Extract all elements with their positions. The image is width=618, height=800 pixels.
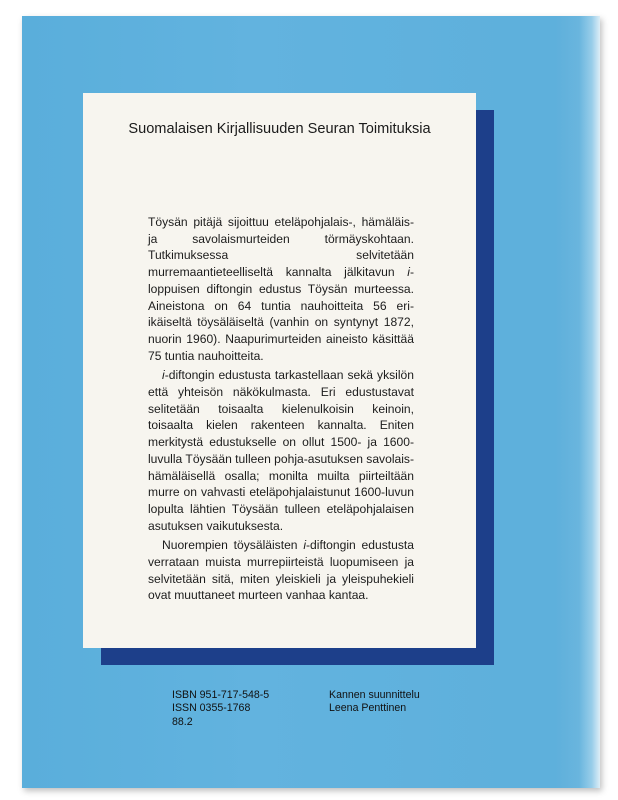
cover-design-credit — [329, 689, 420, 716]
isbn: ISBN 951-717-548-5 — [172, 689, 270, 701]
issn: ISSN 0355-1768 — [172, 702, 251, 715]
designer-name: Leena Penttinen — [329, 702, 407, 715]
abstract-paragraph-1: Töysän pitäjä sijoittuu eteläpohjalais-, hämäläis- ja savolaismurteiden törmäyskohtaan. Tutkimuksessa selvitetään murremaantieteelliseltä kannalta jälkitavun i-loppuisen diftongin edustus Töysän murteessa. Aineistona on 64 tuntia nauhoitteita 56 eri-ikäiseltä töysäläiseltä (vanhin on syntynyt 1872, nuorin 1960). Naapurimurteiden aineisto käsittää 75 tuntia nauhoitteita. — [148, 215, 414, 363]
abstract-paragraph-3: Nuorempien töysäläisten i-diftongin edustusta verrataan muista murrepiirteistä luopumiseen ja selvitetään sitä, miten yleiskieli ja yleispuhekieli ovat muuttaneet murteen vanhaa kantaa. — [148, 538, 414, 603]
cover-edge-highlight — [554, 16, 600, 788]
edition-code: 88.2 — [172, 715, 193, 728]
abstract-text — [148, 214, 414, 607]
publication-identifiers — [172, 689, 269, 729]
series-title: Suomalaisen Kirjallisuuden Seuran Toimituksia — [128, 121, 431, 137]
abstract-paragraph-2: i-diftongin edustusta tarkastellaan sekä yksilön että yhteisön näkökulmasta. Eri edustustavat selitetään toisaalta kielenulkoisin keinoin, toisaalta kielen rakenteen kannalta. Eniten merkitystä edustukselle on ollut 1500- ja 1600-luvulla Töysään tulleen pohja-asutuksen savolais-hämäläisellä osalla; monilta muilta piirteiltään murre on vahvasti eteläpohjalaistunut 1600-luvun lopulta lähtien Töysään tulleen eteläpohjalaisen asutuksen vaikutuksesta. — [148, 368, 414, 533]
text-panel — [83, 93, 476, 648]
design-credit-label: Kannen suunnittelu — [329, 689, 420, 701]
